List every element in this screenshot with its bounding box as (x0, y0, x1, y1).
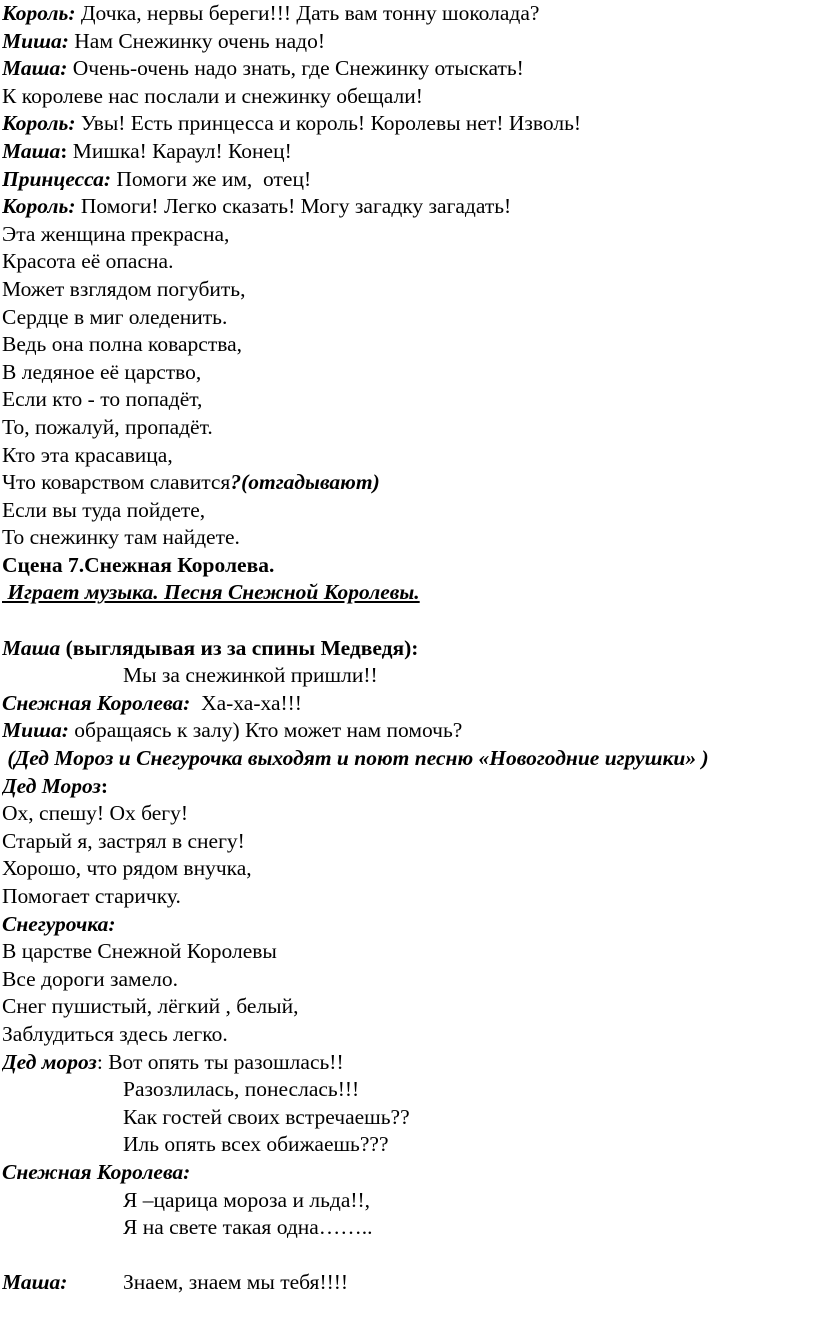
script-line (2, 1049, 814, 1077)
document-page (2, 0, 814, 1297)
speaker-name: Король: (2, 111, 76, 136)
script-line (2, 110, 814, 138)
script-line (2, 993, 814, 1021)
script-line (2, 966, 814, 994)
line-text: Что коварством славится (2, 470, 231, 495)
line-text: То снежинку там найдете. (2, 525, 240, 550)
speaker-name: Дед Мороз (2, 773, 101, 798)
line-text: Дочка, нервы береги!!! Дать вам тонну шоколада? (75, 1, 540, 25)
line-text: Ох, спешу! Ох бегу! (2, 801, 189, 826)
script-line (2, 800, 814, 828)
script-line (2, 193, 814, 221)
speaker-name: Принцесса: (2, 166, 112, 191)
script-line (2, 0, 814, 28)
speaker-name: Король: (2, 1, 76, 25)
line-text: Может взглядом погубить, (2, 276, 246, 301)
speaker-name: Миша: (2, 28, 69, 53)
script-line (2, 1159, 814, 1187)
stage-direction: Играет музыка. Песня Снежной Королевы. (2, 580, 420, 605)
script-line (2, 773, 814, 801)
line-text: Разозлилась, понеслась!!! (123, 1077, 360, 1102)
script-line (2, 911, 814, 939)
line-text: Знаем, знаем мы тебя!!!! (123, 1270, 349, 1295)
script-line (2, 1021, 814, 1049)
script-line (2, 221, 814, 249)
speaker-name: Снегурочка: (2, 911, 116, 936)
script-line (2, 331, 814, 359)
scene-heading: Сцена 7.Снежная Королева. (2, 552, 275, 577)
line-text: Я на свете такая одна…….. (123, 1215, 373, 1240)
line-text: Все дороги замело. (2, 966, 178, 991)
script-line (2, 83, 814, 111)
line-text: Очень-очень надо знать, где Снежинку отыскать! (67, 56, 524, 81)
script-line (2, 497, 814, 525)
speaker-name: Маша (2, 138, 61, 163)
line-text: Мишка! Караул! Конец! (67, 138, 292, 163)
blank-line (2, 1242, 814, 1270)
line-text: Нам Снежинку очень надо! (68, 28, 325, 53)
line-text: В царстве Снежной Королевы (2, 939, 277, 964)
script-line (2, 1187, 814, 1215)
script-line (2, 55, 814, 83)
line-text: Иль опять всех обижаешь??? (123, 1132, 389, 1157)
script-line (2, 938, 814, 966)
script-line (2, 579, 814, 607)
line-text: Увы! Есть принцесса и король! Королевы нет! Изволь! (75, 111, 582, 136)
line-text: Сердце в миг оледенить. (2, 304, 228, 329)
blank-line (2, 607, 814, 635)
stage-direction: (Дед Мороз и Снегурочка выходят и поют песню «Новогодние игрушки» ) (2, 746, 709, 771)
script-line (2, 690, 814, 718)
speaker-colon: : (96, 1049, 103, 1074)
line-text: Старый я, застрял в снегу! (2, 828, 245, 853)
speaker-name: Король: (2, 194, 76, 219)
script-line (2, 248, 814, 276)
line-text: Я –царица мороза и льда!!, (123, 1187, 371, 1212)
script-line (2, 828, 814, 856)
script-line (2, 386, 814, 414)
script-line (2, 662, 814, 690)
script-line (2, 359, 814, 387)
stage-remark: (выглядывая из за спины Медведя): (60, 635, 419, 660)
script-line (2, 552, 814, 580)
speaker-name: Снежная Королева: (2, 1159, 191, 1184)
script-line (2, 717, 814, 745)
script-line (2, 442, 814, 470)
line-text: Как гостей своих встречаешь?? (123, 1104, 410, 1129)
script-line (2, 635, 814, 663)
line-text: Если кто - то попадёт, (2, 387, 203, 412)
script-line (2, 855, 814, 883)
script-line (2, 304, 814, 332)
line-text: Красота её опасна. (2, 249, 174, 274)
speaker-colon: : (60, 138, 68, 163)
script-line (2, 524, 814, 552)
script-line (2, 28, 814, 56)
line-text: Снег пушистый, лёгкий , белый, (2, 994, 299, 1019)
speaker-name: Маша: (2, 1270, 68, 1295)
speaker-name: Снежная Королева: (2, 690, 191, 715)
script-line (2, 745, 814, 773)
script-line (2, 166, 814, 194)
speaker-name: Дед мороз (2, 1049, 97, 1074)
script-line (2, 469, 814, 497)
stage-note: ?(отгадывают) (230, 470, 380, 495)
line-text: Ха-ха-ха!!! (190, 690, 302, 715)
speaker-name: Маша: (2, 56, 68, 81)
script-line (2, 414, 814, 442)
line-text: Кто эта красавица, (2, 442, 173, 467)
line-text: Мы за снежинкой пришли!! (123, 663, 378, 688)
script-line (2, 1214, 814, 1242)
line-text: Помогает старичку. (2, 884, 181, 908)
speaker-colon: : (100, 773, 109, 798)
line-text: Эта женщина прекрасна, (2, 221, 230, 246)
script-line (2, 883, 814, 911)
line-text: Ведь она полна коварства, (2, 332, 243, 357)
line-text: Заблудиться здесь легко. (2, 1021, 228, 1046)
line-text: обращаясь к залу) Кто может нам помочь? (68, 718, 463, 743)
line-text: Вот опять ты разошлась!! (102, 1049, 344, 1074)
script-line (2, 1131, 814, 1159)
line-text: То, пожалуй, пропадёт. (2, 414, 213, 439)
script-line (2, 276, 814, 304)
line-text: В ледяное её царство, (2, 359, 202, 384)
speaker-name: Миша: (2, 718, 69, 743)
script-line (2, 138, 814, 166)
script-line (2, 1104, 814, 1132)
script-line (2, 1269, 814, 1297)
line-text: К королеве нас послали и снежинку обещали! (2, 83, 423, 108)
line-text: Помоги! Легко сказать! Могу загадку загадать! (75, 194, 512, 219)
line-text: Если вы туда пойдете, (2, 497, 206, 522)
line-text: Хорошо, что рядом внучка, (2, 856, 252, 881)
script-line (2, 1076, 814, 1104)
line-text: Помоги же им, отец! (111, 166, 312, 191)
speaker-name: Маша (2, 635, 61, 660)
